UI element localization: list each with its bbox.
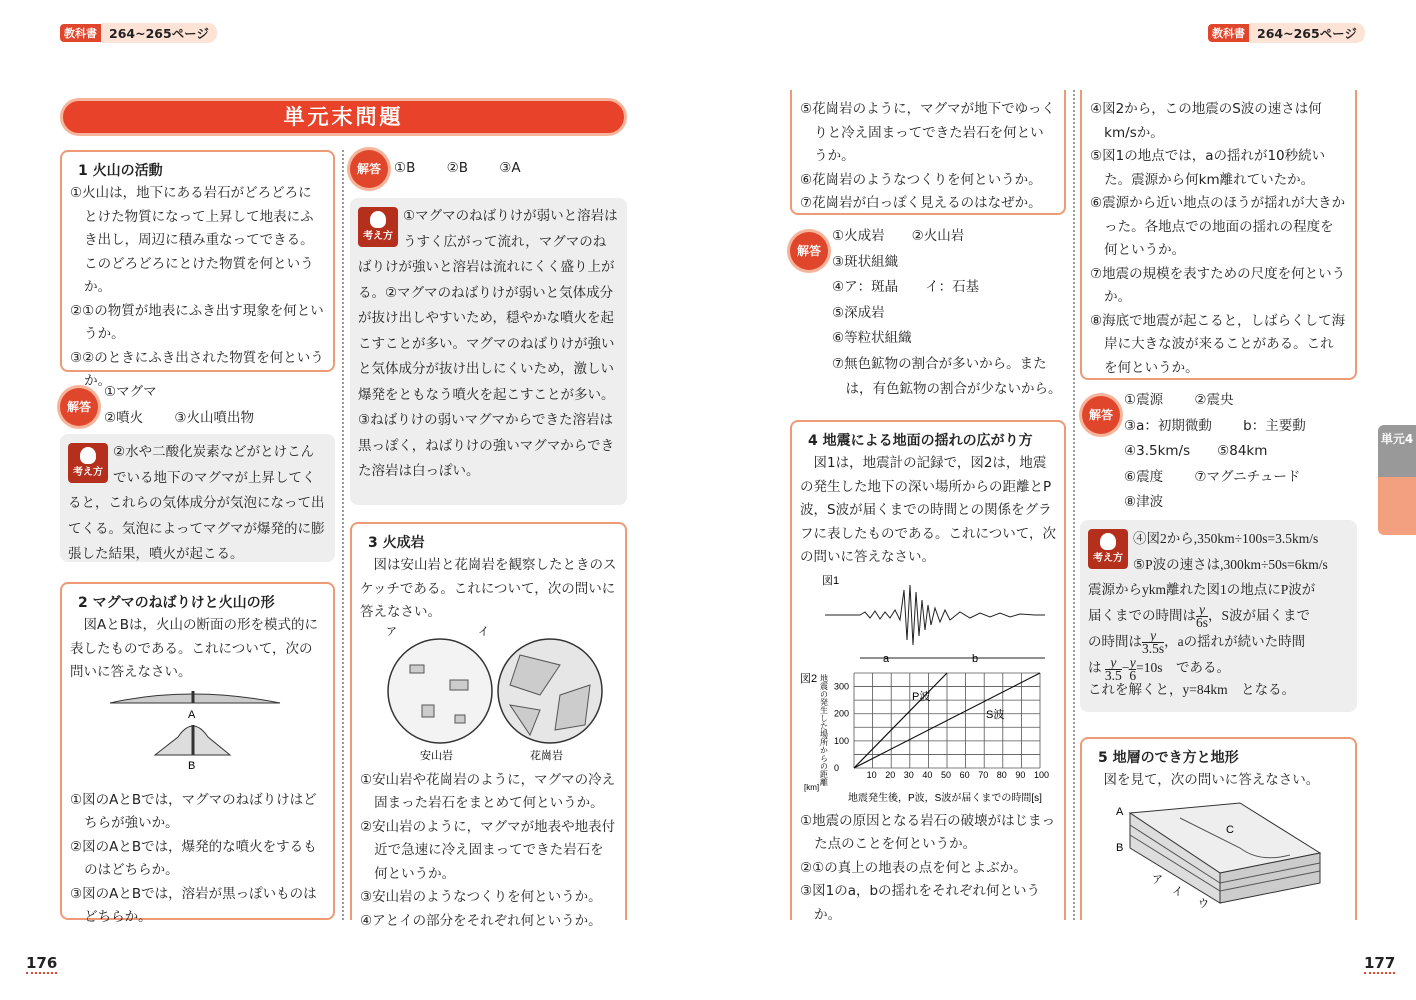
text: 届くまでの時間は bbox=[1088, 607, 1196, 623]
s-wave-label: S波 bbox=[986, 708, 1005, 721]
fig1-label: 図1 bbox=[822, 574, 840, 587]
page-number-left: 176 bbox=[26, 954, 58, 972]
interval-a-label: a bbox=[883, 652, 890, 665]
list-item: ①マグマ bbox=[104, 384, 157, 400]
list-item: ④図2から，この地震のS波の速さは何km/sか。 bbox=[1090, 101, 1322, 141]
explanation-line: ④図2から,350km÷100s=3.5km/s bbox=[1133, 531, 1319, 546]
question-lead: 図は安山岩と花崗岩を観察したときのスケッチである。これについて，次の問いに答えなさい。 bbox=[360, 557, 617, 620]
question-box-4-continued bbox=[1080, 90, 1357, 380]
list-item: ②①の真上の地表の点を何とよぶか。 bbox=[800, 859, 1027, 876]
list-item: ②噴火 ③火山噴出物 bbox=[104, 409, 254, 426]
andesite-label: 安山岩 bbox=[420, 749, 453, 762]
text: の時間は bbox=[1088, 633, 1142, 649]
list-item: ②①の物質が地表にふき出す現象を何というか。 bbox=[70, 302, 324, 342]
question-title: 1 火山の活動 bbox=[78, 163, 163, 179]
fraction-denominator: 3.5s bbox=[1142, 641, 1165, 657]
list-item: ⑥震度 ⑦マグニチュード bbox=[1124, 468, 1301, 485]
thinking-head-icon: 考え方 bbox=[358, 207, 398, 247]
unit-label: 単元4 bbox=[1378, 425, 1416, 477]
question-title: 3 火成岩 bbox=[368, 535, 425, 551]
figure-label-a: A bbox=[188, 708, 196, 721]
label-u-kana: ウ bbox=[1198, 897, 1209, 910]
y-unit: [km] bbox=[804, 782, 820, 792]
list-item: ③安山岩のようなつくりを何というか。 bbox=[360, 889, 602, 905]
fraction-denominator: 6 bbox=[1129, 667, 1137, 683]
question-box-3-continued bbox=[790, 90, 1066, 215]
fraction-denominator: 6s bbox=[1196, 614, 1209, 630]
strata-block-diagram bbox=[1090, 793, 1350, 913]
answer-list bbox=[104, 380, 254, 431]
fraction-numerator: y bbox=[1196, 604, 1208, 617]
minus-sign: − bbox=[1121, 660, 1130, 676]
textbook-badge: 教科書 bbox=[60, 24, 101, 42]
page-number-right: 177 bbox=[1364, 954, 1396, 972]
answer-badge: 解答 bbox=[350, 150, 388, 188]
answer-list bbox=[832, 224, 1062, 403]
question-list bbox=[70, 789, 325, 930]
explanation-text: ①マグマのねばりけが弱いと溶岩はうすく広がって流れ，マグマのねばりけが強いと溶岩は流れにくく盛り上がる。②マグマのねばりけが弱いと気体成分が抜け出しやすいため，穏やかな噴火を起こすことが多い。マグマのねばりけが強いと気体成分が抜け出しにくいため，激しい爆発をともなう噴火を起こすことが多い。③ねばりけの弱いマグマからできた溶岩は黒っぽく，ねばりけの強いマグマからできた溶岩は白っぽい。 bbox=[358, 208, 618, 479]
label-a: ア bbox=[386, 625, 397, 638]
question-list bbox=[70, 182, 325, 394]
question-title: 4 地震による地面の揺れの広がり方 bbox=[808, 433, 1033, 449]
list-item: ③図のAとBでは，溶岩が黒っぽいものはどちらか。 bbox=[70, 885, 317, 925]
granite-label: 花崗岩 bbox=[530, 749, 563, 762]
column-divider bbox=[342, 150, 344, 920]
list-item: は，有色鉱物の割合が少ないから。 bbox=[832, 381, 1062, 397]
list-item: ③a：初期微動 b：主要動 bbox=[1124, 417, 1306, 434]
question-lead: 図AとBは，火山の断面の形を模式的に表したものである。これについて，次の問いに答えなさい。 bbox=[70, 617, 318, 680]
fraction-numerator: y bbox=[1129, 654, 1136, 670]
question-box-3 bbox=[350, 522, 627, 929]
y-tick-label: 100 bbox=[834, 735, 850, 746]
explanation-line: これを解くと，y=84km となる。 bbox=[1088, 681, 1296, 697]
p-wave-label: P波 bbox=[912, 690, 931, 703]
fraction-denominator: 3.5 bbox=[1104, 667, 1122, 683]
rock-sketch-figure bbox=[360, 625, 620, 765]
textbook-reference-left bbox=[60, 24, 217, 42]
y-axis-label: 地震の発生した場所からの距離 bbox=[819, 673, 829, 786]
list-item: ⑧海底で地震が起こると，しばらくして海岸に大きな波が来ることがある。これを何というか。 bbox=[1090, 312, 1346, 376]
fig2-label: 図2 bbox=[800, 672, 818, 685]
fraction-numerator: y bbox=[1142, 630, 1164, 643]
x-tick-label: 30 bbox=[903, 769, 914, 780]
list-item: ⑦花崗岩が白っぽく見えるのはなぜか。 bbox=[800, 195, 1042, 211]
figure-label-b: B bbox=[188, 759, 196, 772]
answer-badge: 解答 bbox=[60, 388, 98, 426]
label-a-kana: ア bbox=[1152, 873, 1163, 886]
fraction-numerator: y bbox=[1105, 657, 1122, 670]
list-item: ③②のときにふき出された物質を何というか。 bbox=[70, 349, 324, 389]
list-item: ④アとイの部分をそれぞれ何というか。 bbox=[360, 912, 602, 929]
list-item: ①B ②B ③A bbox=[394, 160, 521, 176]
label-i: イ bbox=[478, 625, 489, 638]
x-tick-label: 40 bbox=[922, 769, 933, 780]
question-list bbox=[1090, 98, 1347, 380]
label-c: C bbox=[1226, 823, 1234, 836]
unit-side-tab[interactable] bbox=[1378, 425, 1416, 535]
x-tick-label: 50 bbox=[941, 769, 952, 780]
explanation-line bbox=[1088, 629, 1349, 655]
seismograph-and-graph-figure bbox=[800, 570, 1060, 806]
question-box-1 bbox=[60, 150, 335, 389]
question-lead: 図1は，地震計の記録で，図2は，地震の発生した地下の深い場所からの距離とP波，S波が届くまでの時間との関係をグラフに表したものである。これについて，次の問いに答えなさい。 bbox=[800, 455, 1056, 565]
question-box-4 bbox=[790, 420, 1066, 923]
x-axis-label: 地震発生後，P波，S波が届くまでの時間[s] bbox=[848, 792, 1042, 804]
explanation-text: ②水や二酸化炭素などがとけこんでいる地下のマグマが上昇してくると，これらの気体成分が気泡になって出てくる。気泡によってマグマが爆発的に膨張した結果，噴火が起こる。 bbox=[68, 444, 325, 562]
list-item: ⑤図1の地点では，aの揺れが10秒続いた。震源から何km離れていたか。 bbox=[1090, 148, 1326, 188]
list-item: ⑤深成岩 bbox=[832, 304, 885, 321]
text: は bbox=[1088, 660, 1102, 676]
text: =10s である。 bbox=[1136, 660, 1230, 676]
thinking-head-icon: 考え方 bbox=[1088, 529, 1128, 569]
list-item: ⑦地震の規模を表すための尺度を何というか。 bbox=[1090, 265, 1346, 305]
text: ，aの揺れが続いた時間 bbox=[1164, 633, 1306, 649]
list-item: ⑦無色鉱物の割合が多いから。また bbox=[832, 355, 1047, 372]
page-range: 264~265ページ bbox=[1249, 23, 1365, 43]
question-list bbox=[360, 769, 617, 934]
question-box-5 bbox=[1080, 737, 1357, 920]
explanation-box bbox=[350, 198, 627, 505]
textbook-badge: 教科書 bbox=[1208, 24, 1249, 42]
list-item: ①安山岩や花崗岩のように，マグマの冷え固まった岩石をまとめて何というか。 bbox=[360, 771, 616, 811]
explanation-line: 震源からykm離れた図1の地点にP波が bbox=[1088, 582, 1316, 597]
x-tick-label: 60 bbox=[959, 769, 970, 780]
x-tick-label: 10 bbox=[866, 769, 877, 780]
answer-badge: 解答 bbox=[790, 232, 828, 270]
list-item: ④3.5km/s ⑤84km bbox=[1124, 443, 1268, 459]
question-list bbox=[800, 98, 1056, 216]
list-item: ④ア：斑晶 イ：石基 bbox=[832, 279, 980, 295]
column-divider bbox=[1073, 90, 1075, 920]
x-tick-label: 100 bbox=[1034, 769, 1050, 780]
list-item: ③図1のa，bの揺れをそれぞれ何というか。 bbox=[800, 883, 1041, 923]
section-title-banner: 単元末問題 bbox=[60, 98, 627, 136]
list-item: ①震源 ②震央 bbox=[1124, 392, 1234, 408]
question-list bbox=[800, 810, 1056, 928]
list-item: ①図のAとBでは，マグマのねばりけはどちらが強いか。 bbox=[70, 791, 317, 831]
text: ，S波が届くまで bbox=[1208, 607, 1311, 623]
explanation-line bbox=[1088, 603, 1349, 629]
answer-list bbox=[394, 156, 521, 182]
list-item: ①地震の原因となる岩石の破壊がはじまった点のことを何というか。 bbox=[800, 812, 1056, 852]
y-tick-label: 300 bbox=[834, 681, 850, 692]
list-item: ⑥等粒状組織 bbox=[832, 330, 912, 346]
answer-badge: 解答 bbox=[1082, 396, 1120, 434]
label-b: B bbox=[1116, 841, 1124, 854]
y-tick-label: 0 bbox=[834, 762, 840, 773]
x-tick-label: 70 bbox=[978, 769, 989, 780]
list-item: ②安山岩のように，マグマが地表や地表付近で急速に冷え固まってできた岩石を何というか。 bbox=[360, 818, 616, 882]
question-title: 2 マグマのねばりけと火山の形 bbox=[78, 595, 275, 611]
answer-list bbox=[1124, 388, 1306, 516]
list-item: ⑥花崗岩のようなつくりを何というか。 bbox=[800, 171, 1042, 188]
x-tick-label: 80 bbox=[996, 769, 1007, 780]
label-i-kana: イ bbox=[1172, 885, 1183, 898]
explanation-line bbox=[1088, 655, 1349, 681]
list-item: ⑥震源から近い地点のほうが揺れが大きかった。各地点での地面の揺れの程度を何というか。 bbox=[1090, 195, 1346, 258]
question-lead: 図を見て，次の問いに答えなさい。 bbox=[1103, 772, 1320, 788]
question-box-2 bbox=[60, 582, 335, 925]
x-tick-label: 90 bbox=[1015, 769, 1026, 780]
question-title: 5 地層のでき方と地形 bbox=[1098, 750, 1239, 766]
label-a: A bbox=[1116, 805, 1124, 818]
explanation-box bbox=[60, 434, 335, 562]
list-item: ①火山は，地下にある岩石がどろどろにとけた物質になって上昇して地表にふき出し，周辺に積み重なってできる。このどろどろにとけた物質を何というか。 bbox=[70, 185, 314, 295]
explanation-box bbox=[1080, 520, 1357, 712]
volcano-cross-section-figure bbox=[70, 685, 325, 785]
y-tick-label: 200 bbox=[834, 708, 850, 719]
list-item: ③斑状組織 bbox=[832, 253, 899, 270]
textbook-reference-right bbox=[1208, 24, 1365, 42]
list-item: ⑧津波 bbox=[1124, 494, 1164, 510]
list-item: ②図のAとBでは，爆発的な噴火をするものはどちらか。 bbox=[70, 838, 317, 878]
interval-b-label: b bbox=[972, 652, 979, 665]
x-tick-label: 20 bbox=[885, 769, 896, 780]
thinking-head-icon: 考え方 bbox=[68, 443, 108, 483]
list-item: ①火成岩 ②火山岩 bbox=[832, 228, 965, 244]
page-range: 264~265ページ bbox=[101, 23, 217, 43]
list-item: ⑤花崗岩のように，マグマが地下でゆっくりと冷え固まってできた岩石を何というか。 bbox=[800, 101, 1055, 164]
explanation-line: ⑤P波の速さは,300km÷50s=6km/s bbox=[1133, 556, 1328, 572]
